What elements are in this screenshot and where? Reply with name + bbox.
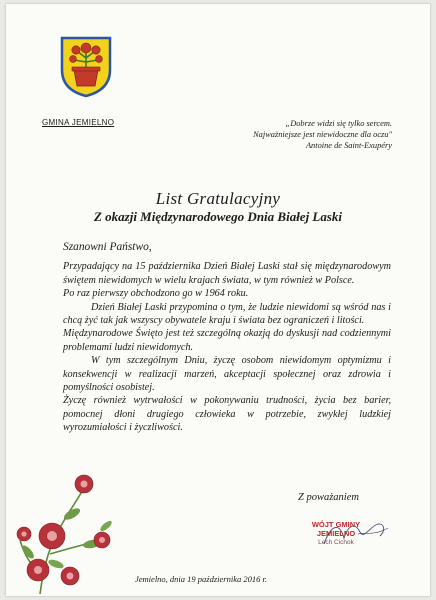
quote-line: „Dobrze widzi się tylko sercem. [285, 119, 392, 128]
paragraph: Dzień Białej Laski przypomina o tym, że ludzie niewidomi są wśród nas i chcą żyć tak jak wszyscy obywatele kraju i świata bez ograniczeń i litości. [63, 301, 391, 327]
epigraph-quote [172, 118, 392, 151]
letter-page [6, 4, 430, 596]
stamp-line: WÓJT GMINY [311, 520, 361, 529]
paragraph: Przypadający na 15 października Dzień Białej Laski stał się międzynarodowym świętem niewidomych w wielu krajach świata, w tym również w Polsce. [63, 261, 391, 286]
quote-line: Najważniejsze jest niewidoczne dla oczu" [253, 130, 392, 139]
paragraph: Życzę również wytrwałości w pokonywaniu trudności, życia bez barier, pomocnej dłoni drugiego człowieka w potrzebie, zwykłej ludzkiej wyrozumiałości i życzliwości. [63, 395, 391, 434]
paragraph: Międzynarodowe Święto jest też szczególną okazją do dyskusji nad codziennymi problemami ludzi niewidomych. [63, 328, 391, 353]
stamp-line: JEMIELNO [316, 529, 356, 538]
paragraph: W tym szczególnym Dniu, życzę osobom niewidomym optymizmu i konsekwencji w realizacji marzeń, akceptacji społecznej oraz zdrowia i pomyślności osobistej. [63, 355, 391, 394]
letter-body [63, 241, 391, 435]
municipality-label: GMINA JEMIELNO [42, 118, 115, 127]
salutation: Szanowni Państwo, [63, 241, 152, 253]
closing-phrase: Z poważaniem [298, 492, 359, 503]
letter-title: List Gratulacyjny [155, 189, 281, 208]
stamp-signatory: Lech Cichok [318, 539, 354, 546]
paragraph: Po raz pierwszy obchodzono go w 1964 roku. [63, 288, 249, 300]
coat-of-arms-icon [60, 36, 112, 98]
letter-subtitle: Z okazji Międzynarodowego Dnia Białej Laski [93, 209, 343, 224]
handwritten-signature [314, 514, 394, 550]
letter-date: Jemielno, dnia 19 października 2016 r. [135, 574, 267, 584]
quote-author: Antoine de Saint-Exupéry [305, 141, 392, 150]
flower-decoration-icon [10, 444, 130, 594]
